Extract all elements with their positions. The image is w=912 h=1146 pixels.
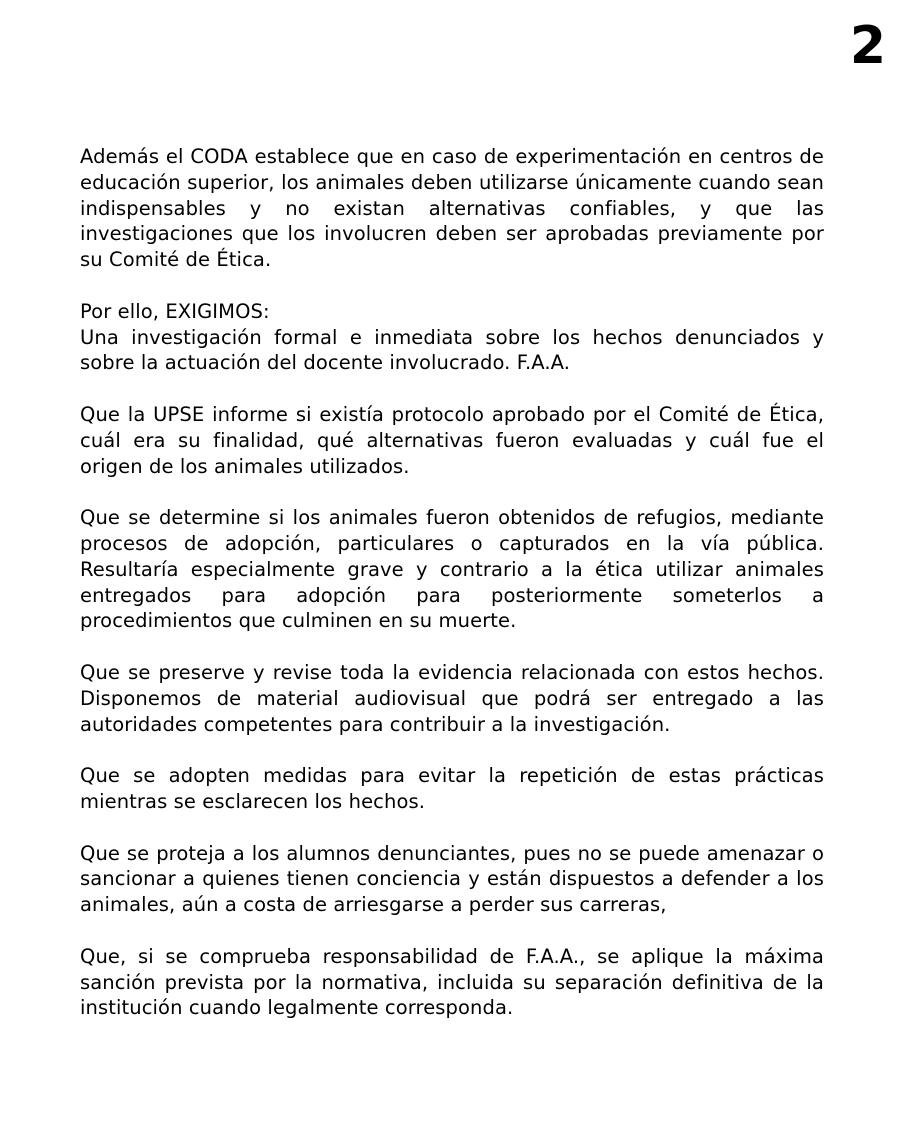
demands-heading: Por ello, EXIGIMOS: [80, 299, 270, 323]
demand-animal-origin: Que se determine si los animales fueron obtenidos de refugios, mediante procesos de adopción, particulares o capturados en la vía pública. Resultaría especialmente grave y contrario a la ética utilizar animales entregados para adopción para posteriormente someterlos a procedimientos que culminen en su muerte. [80, 506, 824, 633]
demand-protect-students: Que se proteja a los alumnos denunciantes, pues no se puede amenazar o sancionar a quienes tienen conciencia y están dispuestos a defender a los animales, aún a costa de arriesgarse a perder sus carreras, [80, 841, 824, 917]
demand-investigation: Una investigación formal e inmediata sobre los hechos denunciados y sobre la actuación del docente involucrado. F.A.A. [80, 325, 824, 375]
demand-measures: Que se adopten medidas para evitar la repetición de estas prácticas mientras se esclarecen los hechos. [80, 764, 824, 813]
page-number: 2 [849, 16, 886, 76]
demand-evidence: Que se preserve y revise toda la evidencia relacionada con estos hechos. Disponemos de material audiovisual que podrá ser entregado a las autoridades competentes para contribuir a la investigación. [80, 660, 824, 736]
demand-protocol: Que la UPSE informe si existía protocolo aprobado por el Comité de Ética, cuál era su finalidad, qué alternativas fueron evaluadas y cuál fue el origen de los animales utilizados. [80, 402, 824, 478]
paragraph-coda: Además el CODA establece que en caso de experimentación en centros de educación superior, los animales deben utilizarse únicamente cuando sean indispensables y no existan alternativas confiables, y que las investigaciones que los involucren deben ser aprobadas previamente por su Comité de Ética. [80, 145, 824, 272]
demand-sanction: Que, si se comprueba responsabilidad de F.A.A., se aplique la máxima sanción prevista por la normativa, incluida su separación definitiva de la institución cuando legalmente corresponda. [80, 944, 824, 1020]
document-body [80, 144, 824, 1047]
